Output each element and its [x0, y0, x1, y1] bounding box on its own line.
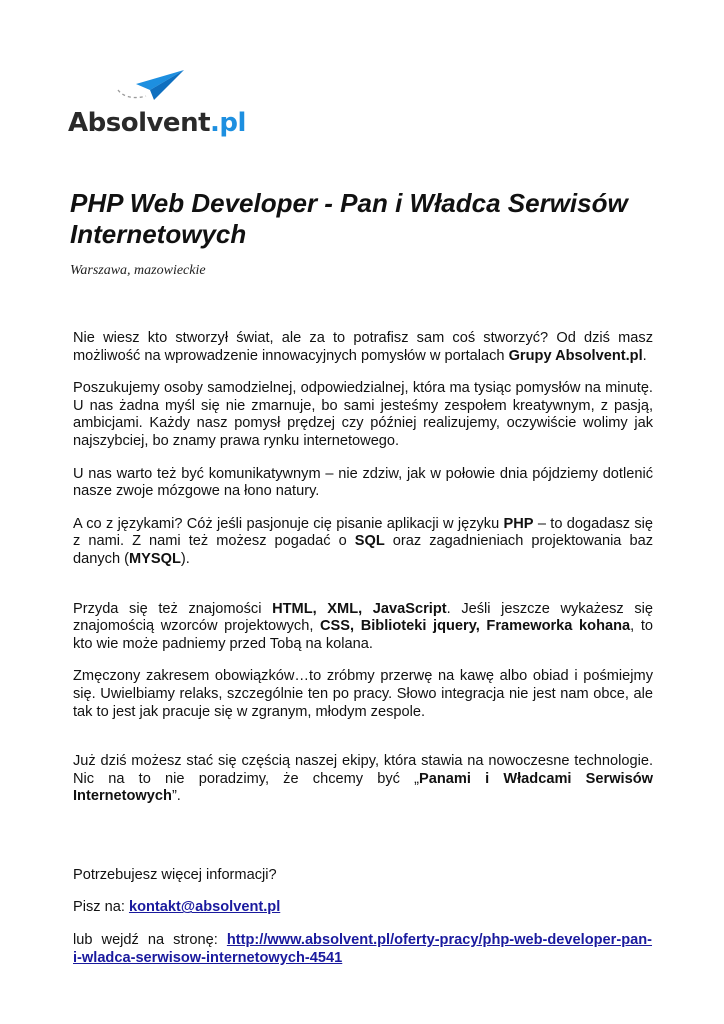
text: , to kto wie może padniemy przed Tobą na kolana. — [73, 618, 654, 652]
bold-text: HTML, XML, JavaScript — [272, 600, 447, 617]
email-link[interactable]: kontakt@absolvent.pl — [128, 899, 281, 916]
paragraph-join — [73, 753, 653, 806]
text: Pisz na: — [73, 899, 129, 916]
offer-url-link[interactable]: http://www.absolvent.pl/oferty-pracy/php-web-developer-pan-i-wladca-serwisow-internetowych-4541 — [73, 932, 653, 966]
text: ). — [180, 550, 190, 567]
paragraph-team — [73, 668, 653, 721]
text: Potrzebujesz więcej informacji? — [73, 866, 277, 883]
text: Zmęczony zakresem obowiązków…to zróbmy przerwę na kawę albo obiad i pośmiejmy się. Uwielbiamy relaks, szczególnie ten po pracy. Słowo integracja nie jest nam obce, ale tak to jest jak pracuje się w zgranym, młodym zespole. — [73, 668, 653, 720]
contact-email-line — [73, 899, 653, 917]
text: . — [642, 347, 647, 364]
bold-text: MYSQL — [128, 550, 181, 567]
text: U nas warto też być komunikatywnym – nie zdziw, jak w połowie dnia pójdziemy dotlenić nasze zwoje mózgowe na łono natury. — [73, 465, 653, 500]
paragraph-intro — [73, 330, 653, 365]
contact-url-line — [73, 932, 653, 967]
job-description — [73, 330, 653, 967]
paragraph-skills — [73, 601, 653, 654]
logo-name: Absolvent — [68, 108, 211, 138]
paragraph-languages — [73, 516, 653, 569]
text: ”. — [171, 788, 181, 805]
text: A co z językami? Cóż jeśli pasjonuje cię pisanie aplikacji w języku — [73, 515, 504, 532]
bold-text: SQL — [354, 533, 385, 550]
job-location: Warszawa, mazowieckie — [70, 263, 206, 278]
text: Poszukujemy osoby samodzielnej, odpowiedzialnej, która ma tysiąc pomysłów na minutę. U nas żadna myśl się nie zmarnuje, bo sami jesteśmy zespołem kreatywnym, z pasją, ambicjami. Każdy nasz pomysł prędzej czy później realizujemy, oczywiście wolimy jak najszybciej, bo znamy prawa rynku internetowego. — [73, 380, 653, 449]
text: . Jeśli jeszcze wykażesz się znajomością wzorców projektowych, — [73, 600, 654, 635]
job-title: PHP Web Developer - Pan i Władca Serwisów Internetowych — [70, 188, 628, 249]
bold-text: Panami i Władcami Serwisów Internetowych — [73, 770, 653, 805]
bold-text: Grupy Absolvent.pl — [508, 347, 643, 364]
paragraph-candidate — [73, 380, 653, 450]
text: Przyda się też znajomości — [73, 600, 273, 617]
text: – to dogadasz się z nami. Z nami też możesz pogadać o — [73, 515, 653, 550]
paper-plane-icon — [114, 68, 186, 104]
absolvent-logo — [68, 68, 248, 140]
bold-text: CSS, Biblioteki jquery, Frameworka kohana — [320, 618, 631, 635]
logo-wordmark — [68, 108, 246, 138]
text: lub wejdź na stronę: — [73, 932, 227, 949]
bold-text: PHP — [503, 515, 534, 532]
text: Nie wiesz kto stworzył świat, ale za to potrafisz sam coś stworzyć? Od dziś masz możliwość na wprowadzenie innowacyjnych pomysłów w portalach — [73, 330, 653, 364]
text: Już dziś możesz stać się częścią naszej ekipy, która stawia na nowoczesne technologie. Nic na to nie poradzimy, że chcemy być „ — [73, 753, 653, 787]
logo-suffix: .pl — [210, 108, 246, 138]
paragraph-communication — [73, 466, 653, 501]
contact-question — [73, 867, 653, 885]
text: oraz zagadnieniach projektowania baz danych ( — [73, 533, 653, 567]
